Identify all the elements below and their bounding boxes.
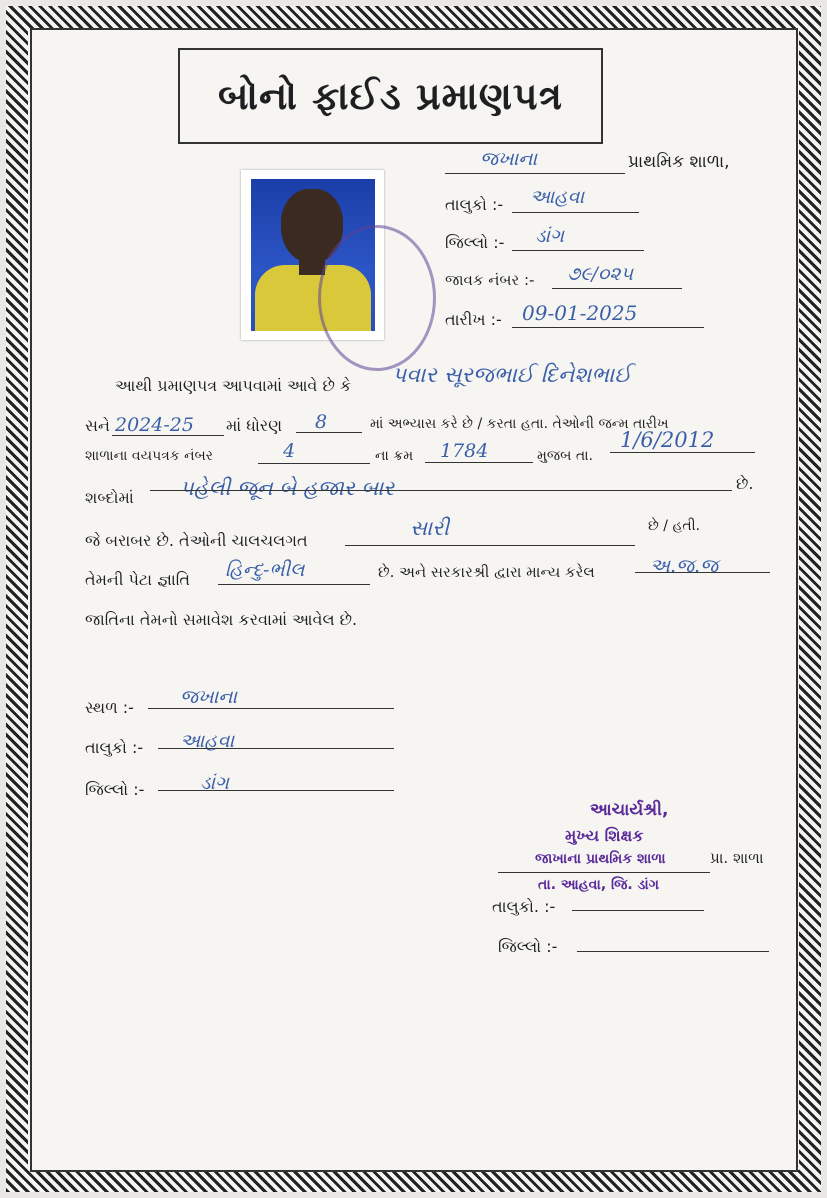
stamp-address: તા. આહવા, જિ. ડાંગ — [538, 877, 659, 893]
stamp-head-teacher: મુખ્ય શિક્ષક — [565, 826, 644, 845]
school-name-value: જખાના — [480, 148, 538, 170]
line4-prefix: શબ્દોમાં — [85, 488, 134, 507]
academic-year: 2024-25 — [115, 414, 194, 436]
district-value: ડાંગ — [535, 225, 564, 247]
line3-prefix: શાળાના વયપત્રક નંબર — [85, 448, 214, 464]
date-value: 09-01-2025 — [522, 301, 638, 325]
outward-label: જાવક નંબર :- — [445, 271, 535, 289]
register-no: 4 — [283, 440, 296, 462]
district-label: જિલ્લો :- — [445, 233, 505, 252]
line4-suffix: છે. — [736, 474, 754, 493]
line5-prefix: જે બરાબર છે. તેઓની ચાલચલગત — [85, 531, 308, 550]
footer-taluka-label: તાલુકો :- — [85, 738, 144, 757]
dob-words: પહેલી જૂન બે હજાર બાર — [180, 476, 395, 500]
footer-district-value: ડાંગ — [200, 772, 229, 794]
line2-prefix: સને — [85, 416, 110, 435]
inner-border — [30, 28, 798, 1172]
standard: 8 — [315, 411, 328, 433]
taluka-value: આહવા — [530, 186, 585, 208]
place-label: સ્થળ :- — [85, 698, 134, 717]
outward-value: ૭૯/૦૨૫ — [567, 263, 633, 285]
title-box — [178, 48, 603, 144]
sign-taluka-label: તાલુકો. :- — [492, 897, 556, 916]
date-label: તારીખ :- — [445, 310, 502, 329]
place-value: જખાના — [180, 686, 238, 708]
certificate-title: બોનો ફાઈડ પ્રમાણપત્ર — [218, 73, 563, 118]
dob: 1/6/2012 — [620, 428, 715, 452]
line2-mid: માં ધોરણ — [226, 416, 283, 435]
school-seal — [318, 225, 436, 371]
serial-no: 1784 — [440, 440, 489, 462]
line1-label: આથી પ્રમાણપત્ર આપવામાં આવે છે કે — [115, 376, 352, 395]
stamp-school: જાખાના પ્રાથમિક શાળા — [535, 851, 666, 867]
sub-caste: હિન્દુ-ભીલ — [225, 559, 305, 581]
line7: જાતિના તેમનો સમાવેશ કરવામાં આવેલ છે. — [85, 610, 358, 629]
conduct: સારી — [410, 516, 450, 540]
taluka-label: તાલુકો :- — [445, 195, 504, 214]
sign-school-suffix: પ્રા. શાળા — [710, 849, 764, 867]
footer-district-label: જિલ્લો :- — [85, 780, 145, 799]
stamp-principal: આચાર્યશ્રી, — [590, 800, 669, 820]
category: અ.જ.જ — [650, 555, 719, 577]
line6-mid: છે. અને સરકારશ્રી દ્વારા માન્ય કરેલ — [378, 563, 595, 581]
line6-prefix: તેમની પેટા જ્ઞાતિ — [85, 570, 190, 589]
line5-suffix: છે / હતી. — [648, 518, 701, 534]
line3-suffix: મુજબ તા. — [537, 448, 593, 464]
footer-taluka-value: આહવા — [180, 730, 235, 752]
school-suffix: પ્રાથમિક શાળા, — [628, 152, 730, 172]
student-name: પવાર સૂરજભાઈ દિનેશભાઈ — [392, 363, 632, 388]
sign-district-label: જિલ્લો :- — [498, 937, 558, 956]
line2-suffix: માં અભ્યાસ કરે છે / કરતા હતા. તેઓની જન્મ તારીખ — [370, 416, 669, 432]
line3-mid: ના ક્રમ — [375, 448, 414, 464]
